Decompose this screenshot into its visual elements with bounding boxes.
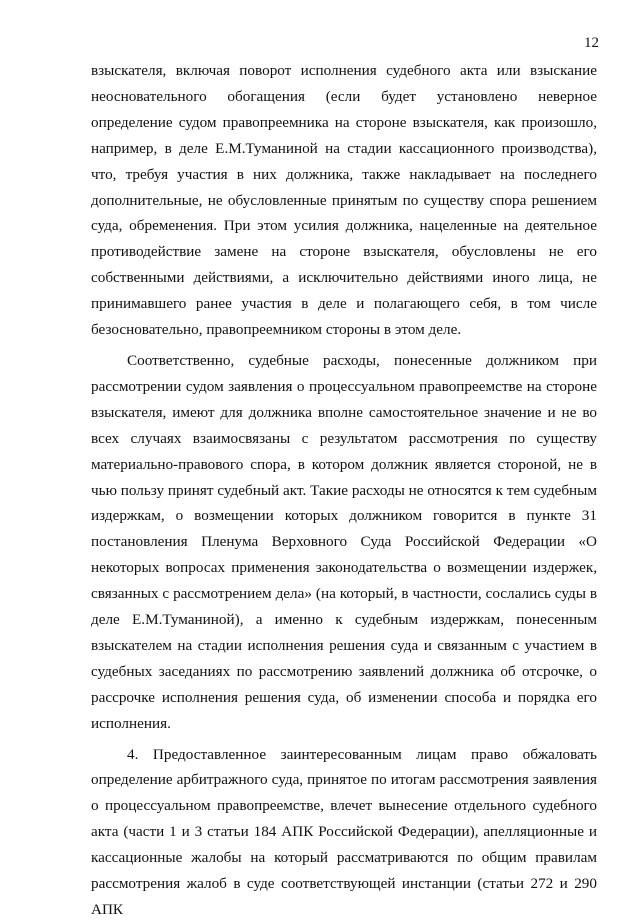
- paragraph-item-4: 4. Предоставленное заинтересованным лицам право обжаловать определение арбитражного суда, принятое по итогам рассмотрения заявления о процессуальном правопреемстве, влечет вынесение отдельного судебного акта (части 1 и 3 статьи 184 АПК Российской Федерации), апелляционные и кассационные жалобы на который рассматриваются по общим правилам рассмотрения жалоб в суде соответствующей инстанции (статьи 272 и 290 АПК: [91, 745, 597, 918]
- paragraph-court-expenses: Соответственно, судебные расходы, понесенные должником при рассмотрении судом заявления о процессуальном правопреемстве на стороне взыскателя, имеют для должника вполне самостоятельное значение и не во всех случаях взаимосвязаны с результатом рассмотрения по существу материально-правового спора, в котором должник является стороной, не в чью пользу принят судебный акт. Такие расходы не относятся к тем судебным издержкам, о возмещении которых должником говорится в пункте 31 постановления Пленума Верховного Суда Российской Федерации «О некоторых вопросах применения законодательства о возмещении издержек, связанных с рассмотрением дела» (на который, в частности, сослались суды в деле Е.М.Туманиной), а именно к судебным издержкам, понесенным взыскателем на стадии исполнения решения суда и связанным с участием в судебных заседаниях по рассмотрению заявлений должника об отсрочке, о рассрочке исполнения решения суда, об изменении способа и порядка его исполнения.: [91, 351, 597, 732]
- document-body: [91, 58, 597, 923]
- page-number: 12: [584, 35, 599, 51]
- paragraph-continuation: взыскателя, включая поворот исполнения судебного акта или взыскание неосновательного обогащения (если будет установлено неверное определение судом правопреемника на стороне взыскателя, как произошло, например, в деле Е.М.Туманиной на стадии кассационного производства), что, требуя участия в них должника, также накладывает на последнего дополнительные, не обусловленные принятым по существу спора решением суда, обременения. При этом усилия должника, нацеленные на деятельное противодействие замене на стороне взыскателя, обусловлены не его собственными действиями, а исключительно действиями иного лица, не принимавшего ранее участия в деле и полагающего себя, в том числе безосновательно, правопреемником стороны в этом деле.: [91, 62, 597, 339]
